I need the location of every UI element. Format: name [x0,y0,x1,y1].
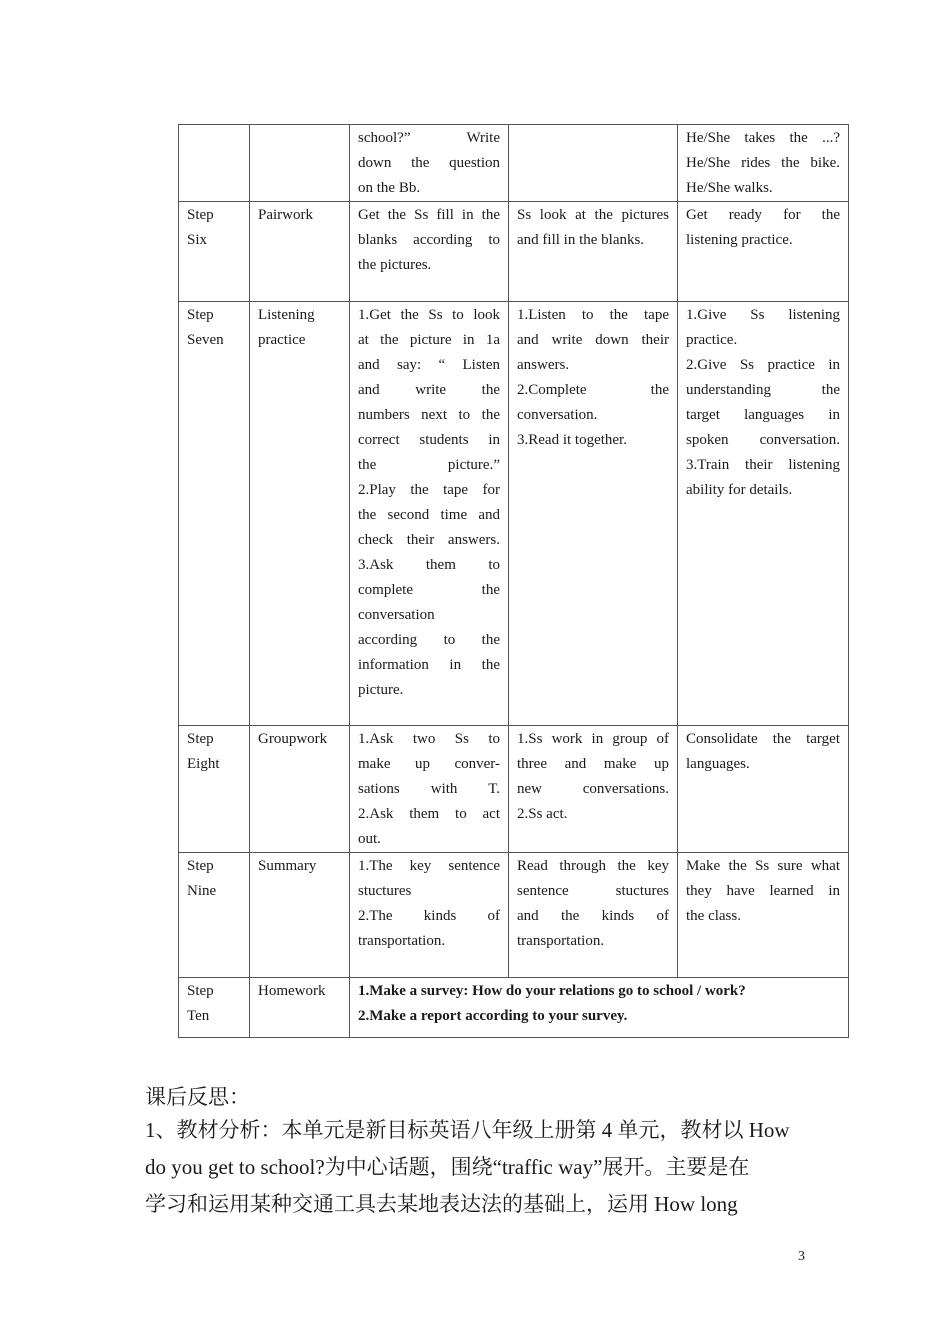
purpose-cell [678,125,849,202]
cell-line: school?” Write [358,130,500,146]
step-cell [179,726,250,853]
cell-line: listening practice. [686,232,793,248]
table-row [179,202,849,302]
cell-line: target languages in [686,407,840,423]
cell-line: sations with T. [358,781,500,797]
activity-cell [250,978,350,1038]
cell-line: information in the [358,657,500,673]
activity-cell [250,202,350,302]
step-cell [179,125,250,202]
step-cell [179,302,250,726]
cell-line: 2.Complete the [517,382,669,398]
purpose-cell [678,302,849,726]
cell-line: they have learned in [686,883,840,899]
cell-line: practice. [686,332,738,348]
cell-line: the class. [686,908,741,924]
cell-line: sentence stuctures [517,883,669,899]
cell-line: picture. [358,682,404,698]
cell-line: Ss look at the pictures [517,207,669,223]
table-row-homework [179,978,849,1038]
students-cell [509,125,678,202]
cell-line: check their answers. [358,532,500,548]
cell-line: 3.Train their listening [686,457,840,473]
cell-line: and the kinds of [517,908,669,924]
cell-line: Seven [187,332,224,348]
students-cell [509,853,678,978]
cell-line: at the picture in 1a [358,332,500,348]
cell-line: Read through the key [517,858,669,874]
cell-line: Six [187,232,208,248]
cell-line: 2.Ss act. [517,806,568,822]
cell-line: He/She walks. [686,180,773,196]
cell-line: Pairwork [258,207,313,223]
purpose-cell [678,726,849,853]
cell-line: out. [358,831,381,847]
cell-line: new conversations. [517,781,669,797]
table-body [179,125,849,1038]
cell-line: Ten [187,1008,210,1024]
lesson-plan-table [178,124,849,1038]
cell-line: Consolidate the target [686,731,840,747]
students-cell [509,202,678,302]
cell-line: 1.The key sentence [358,858,500,874]
cell-line: languages. [686,756,750,772]
students-cell [509,302,678,726]
reflection-body [145,1112,810,1223]
teacher-cell [350,853,509,978]
cell-line: 2.Make a report according to your survey. [358,1008,628,1024]
cell-line: blanks according to [358,232,500,248]
cell-line: the second time and [358,507,500,523]
cell-line: 1.Listen to the tape [517,307,669,323]
cell-line: 1.Ss work in group of [517,731,669,747]
cell-line: Step [187,731,214,747]
cell-line: three and make up [517,756,669,772]
cell-line: 2.The kinds of [358,908,500,924]
cell-line: 2.Give Ss practice in [686,357,840,373]
cell-line: understanding the [686,382,840,398]
table-row [179,125,849,202]
cell-line: Get ready for the [686,207,840,223]
table-row [179,302,849,726]
cell-line: Homework [258,983,326,999]
cell-line: and fill in the blanks. [517,232,645,248]
cell-line: stuctures [358,883,412,899]
step-cell [179,202,250,302]
cell-line: spoken conversation. [686,432,840,448]
cell-line: Get the Ss fill in the [358,207,500,223]
cell-line: down the question [358,155,500,171]
cell-line: conversation [358,607,435,623]
cell-line: transportation. [358,933,446,949]
page-number: 3 [798,1249,805,1264]
teacher-cell [350,726,509,853]
cell-line: Groupwork [258,731,328,747]
cell-line: 2.Play the tape for [358,482,500,498]
cell-line: complete the [358,582,500,598]
reflection-line: 1、教材分析：本单元是新目标英语八年级上册第 4 单元，教材以 How [145,1118,790,1142]
cell-line: conversation. [517,407,598,423]
cell-line: Step [187,307,214,323]
cell-line: on the Bb. [358,180,421,196]
step-cell [179,978,250,1038]
cell-line: 3.Read it together. [517,432,627,448]
table-row [179,853,849,978]
table-row [179,726,849,853]
reflection-line: do you get to school?为中心话题，围绕“traffic way”展开。主要是在 [145,1155,750,1179]
cell-line: correct students in [358,432,500,448]
cell-line: Step [187,858,214,874]
cell-line: Eight [187,756,220,772]
teacher-cell [350,302,509,726]
activity-cell [250,125,350,202]
cell-line: 3.Ask them to [358,557,500,573]
cell-line: Nine [187,883,217,899]
step-cell [179,853,250,978]
activity-cell [250,726,350,853]
cell-line: practice [258,332,306,348]
students-cell [509,726,678,853]
cell-line: and say: “ Listen [358,357,500,373]
reflection-title: 课后反思： [145,1085,250,1109]
cell-line: He/She takes the ...? [686,130,840,146]
cell-line: answers. [517,357,570,373]
cell-line: the picture.” [358,457,500,473]
cell-line: 1.Ask two Ss to [358,731,500,747]
cell-line: Step [187,207,214,223]
activity-cell [250,853,350,978]
cell-line: 1.Make a survey: How do your relations go to school / work? [358,983,746,999]
cell-line: 1.Get the Ss to look [358,307,500,323]
teacher-cell [350,125,509,202]
cell-line: make up conver- [358,756,500,772]
cell-line: and write down their [517,332,669,348]
cell-line: and write the [358,382,500,398]
cell-line: Make the Ss sure what [686,858,840,874]
cell-line: Summary [258,858,317,874]
cell-line: the pictures. [358,257,432,273]
activity-cell [250,302,350,726]
cell-line: according to the [358,632,500,648]
teacher-cell [350,202,509,302]
homework-cell [350,978,849,1038]
cell-line: transportation. [517,933,605,949]
cell-line: He/She rides the bike. [686,155,840,171]
cell-line: ability for details. [686,482,793,498]
cell-line: Listening [258,307,315,323]
cell-line: numbers next to the [358,407,500,423]
cell-line: 2.Ask them to act [358,806,500,822]
purpose-cell [678,853,849,978]
cell-line: 1.Give Ss listening [686,307,840,323]
purpose-cell [678,202,849,302]
reflection-line: 学习和运用某种交通工具去某地表达法的基础上，运用 How long [145,1192,738,1216]
cell-line: Step [187,983,214,999]
reflection-section [145,1082,810,1223]
